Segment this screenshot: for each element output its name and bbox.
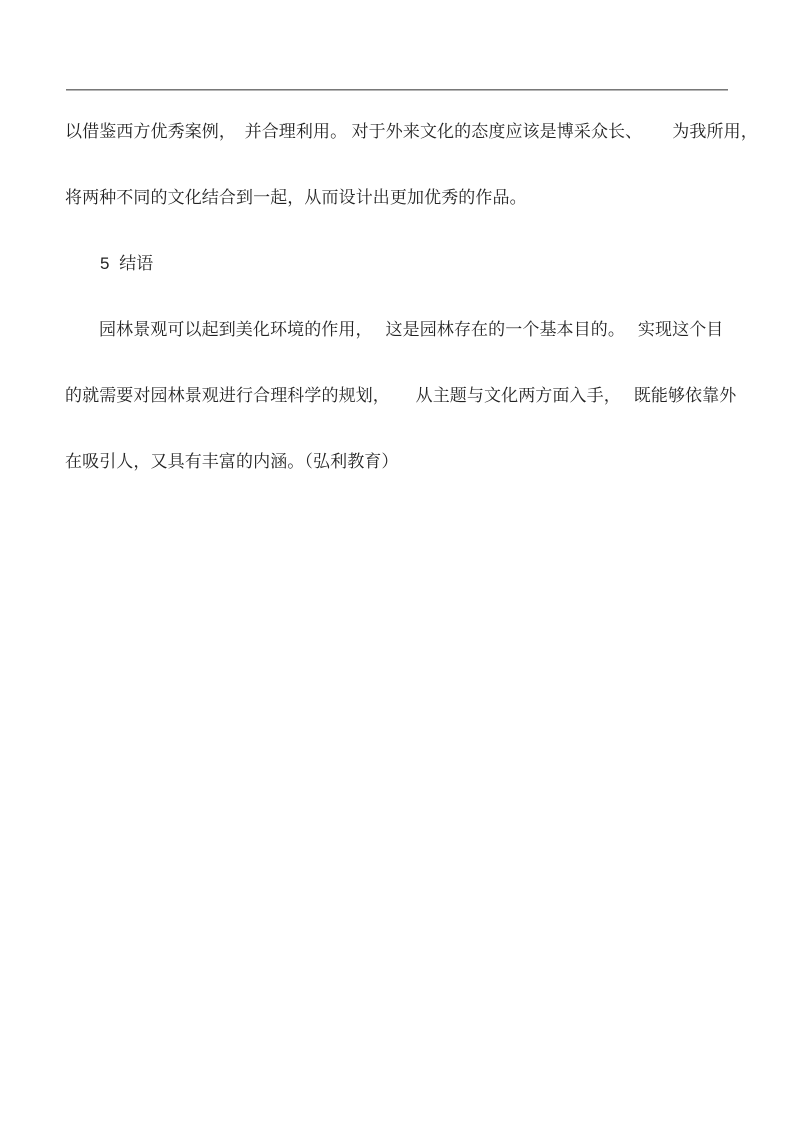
paragraph-line: 将两种不同的文化结合到一起，从而设计出更加优秀的作品。 [65,188,527,207]
paragraph-line: 的就需要对园林景观进行合理科学的规划， 从主题与文化两方面入手， 既能够依靠外 [65,386,737,405]
paragraph-line: 以借鉴西方优秀案例， 并合理利用。 对于外来文化的态度应该是博采众长、 为我所用， [65,122,758,141]
paragraph-line: 园林景观可以起到美化环境的作用， 这是园林存在的一个基本目的。 实现这个目 [99,320,724,339]
section-heading: 5 结语 [100,254,154,273]
paragraph-line: 在吸引人，又具有丰富的内涵。（弘利教育） [65,452,399,471]
header-divider-line [66,89,728,91]
